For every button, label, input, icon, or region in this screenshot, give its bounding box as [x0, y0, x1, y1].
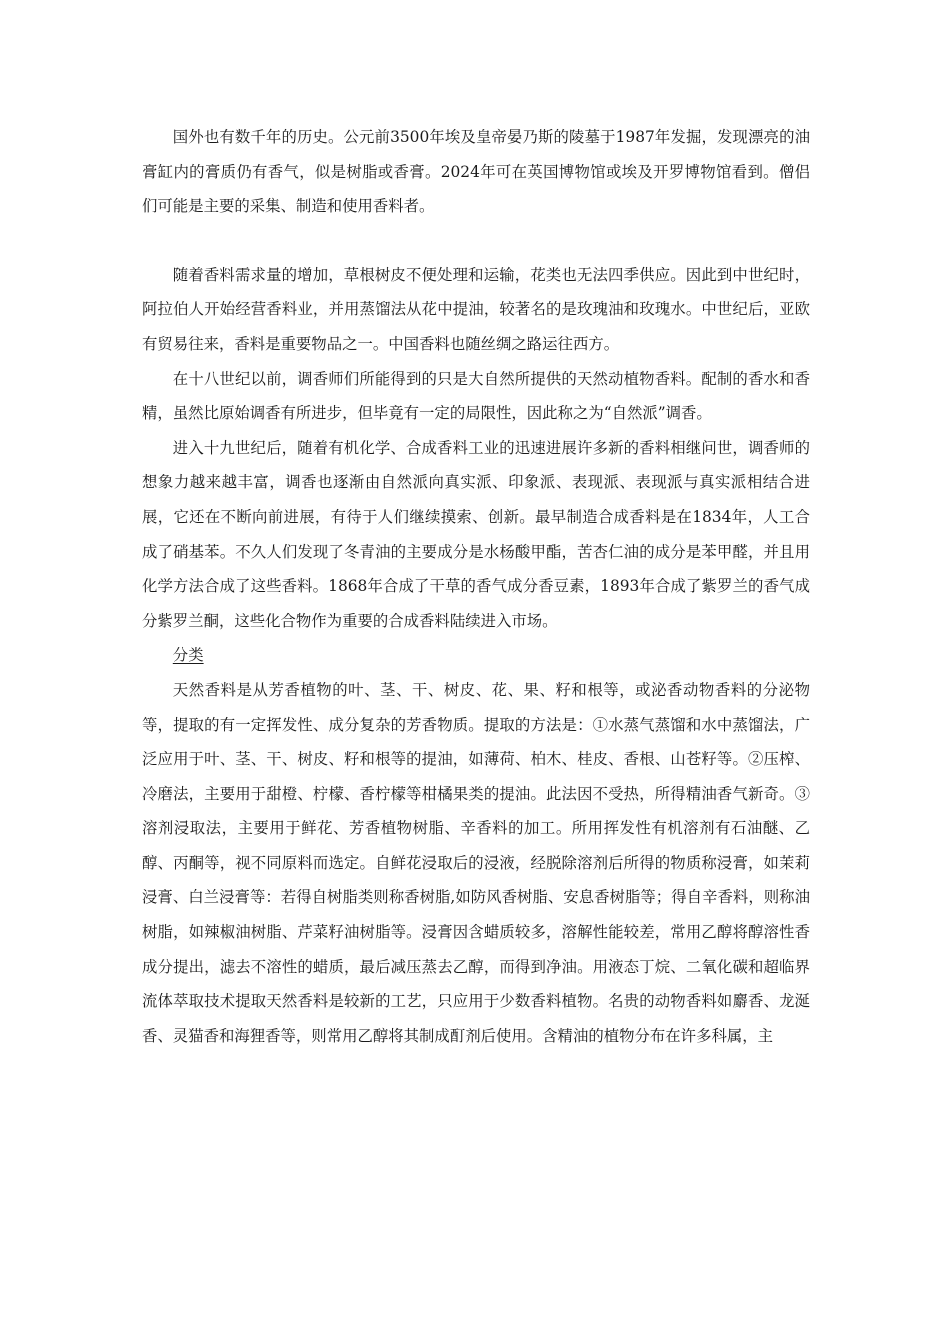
paragraph-nineteenth-century: 进入十九世纪后，随着有机化学、合成香料工业的迅速进展许多新的香料相继问世，调香师的想象力越来越丰富，调香也逐渐由自然派向真实派、印象派、表现派、表现派与真实派相结合进展，它还在不断向前进展，有待于人们继续摸索、创新。最早制造合成香料是在1834年，人工合成了硝基苯。不久人们发现了冬青油的主要成分是水杨酸甲酯，苦杏仁油的成分是苯甲醛，并且用化学方法合成了这些香料。1868年合成了干草的香气成分香豆素，1893年合成了紫罗兰的香气成分紫罗兰酮，这些化合物作为重要的合成香料陆续进入市场。 [142, 438, 810, 630]
document-body [142, 120, 810, 1053]
paragraph-eighteenth-century: 在十八世纪以前，调香师们所能得到的只是大自然所提供的天然动植物香料。配制的香水和香精，虽然比原始调香有所进步，但毕竟有一定的局限性，因此称之为“自然派”调香。 [142, 369, 810, 423]
section-heading-text: 分类 [172, 646, 204, 665]
paragraph-natural-fragrances: 天然香料是从芳香植物的叶、茎、干、树皮、花、果、籽和根等，或泌香动物香料的分泌物等，提取的有一定挥发性、成分复杂的芳香物质。提取的方法是：①水蒸气蒸馏和水中蒸馏法，广泛应用于叶、茎、干、树皮、籽和根等的提油，如薄荷、柏木、桂皮、香根、山苍籽等。②压榨、冷磨法，主要用于甜橙、柠檬、香柠檬等柑橘果类的提油。此法因不受热，所得精油香气新奇。③溶剂浸取法，主要用于鲜花、芳香植物树脂、辛香料的加工。所用挥发性有机溶剂有石油醚、乙醇、丙酮等，视不同原料而选定。自鲜花浸取后的浸液，经脱除溶剂后所得的物质称浸膏，如茉莉浸膏、白兰浸膏等：若得自树脂类则称香树脂,如防风香树脂、安息香树脂等；得自辛香料，则称油树脂，如辣椒油树脂、芹菜籽油树脂等。浸膏因含蜡质较多，溶解性能较差，常用乙醇将醇溶性香成分提出，滤去不溶性的蜡质，最后减压蒸去乙醇，而得到净油。用液态丁烷、二氧化碳和超临界流体萃取技术提取天然香料是较新的工艺，只应用于少数香料植物。名贵的动物香料如麝香、龙涎香、灵猫香和海狸香等，则常用乙醇将其制成酊剂后使用。含精油的植物分布在许多科属，主 [142, 680, 810, 1045]
paragraph-ancient-egypt: 国外也有数千年的历史。公元前3500年埃及皇帝晏乃斯的陵墓于1987年发掘，发现漂亮的油膏缸内的膏质仍有香气，似是树脂或香膏。2024年可在英国博物馆或埃及开罗博物馆看到。僧侣们可能是主要的采集、制造和使用香料者。 [142, 128, 810, 216]
section-heading-classification [142, 638, 810, 673]
paragraph-middle-ages: 随着香料需求量的增加，草根树皮不便处理和运输，花类也无法四季供应。因此到中世纪时，阿拉伯人开始经营香料业，并用蒸馏法从花中提油，较著名的是玫瑰油和玫瑰水。中世纪后，亚欧有贸易往来，香料是重要物品之一。中国香料也随丝绸之路运往西方。 [142, 265, 810, 353]
